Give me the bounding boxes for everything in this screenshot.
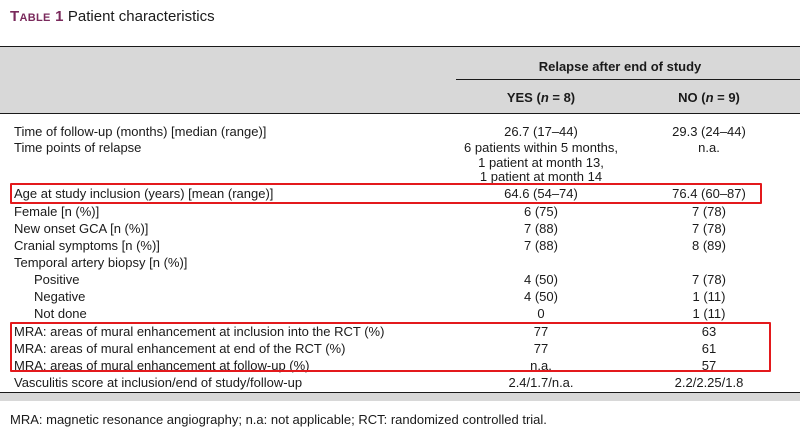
cell-no: 1 (11) (692, 289, 726, 304)
cell-yes-line: 1 patient at month 14 (479, 169, 603, 184)
row-label: Positive (34, 272, 80, 287)
table-number: Table 1 (10, 8, 64, 25)
cell-no: 7 (78) (692, 272, 726, 287)
row-label: Not done (34, 306, 87, 321)
cell-yes: 77 (533, 324, 549, 339)
row-label: Vasculitis score at inclusion/end of study/follow-up (14, 375, 303, 390)
cell-no: 7 (78) (692, 204, 726, 219)
header-bottom-rule (0, 113, 800, 114)
cell-yes: 2.4/1.7/n.a. (508, 375, 574, 390)
cell-no: 76.4 (60–87) (672, 186, 746, 201)
cell-yes: 77 (533, 341, 549, 356)
cell-yes: 4 (50) (524, 272, 558, 287)
row-label: MRA: areas of mural enhancement at end of the RCT (%) (14, 341, 346, 356)
header-col-yes: YES (n = 8) (506, 90, 576, 105)
cell-yes: 6 (75) (524, 204, 558, 219)
cell-yes: 0 (537, 306, 545, 321)
cell-yes: 7 (88) (524, 238, 558, 253)
row-label: Time of follow-up (months) [median (range)] (14, 124, 267, 139)
cell-yes-line: 1 patient at month 13, (478, 154, 604, 170)
cell-no: 1 (11) (692, 306, 726, 321)
cell-no: 7 (78) (692, 221, 726, 236)
cell-yes: 7 (88) (524, 221, 558, 236)
table-footer-band (0, 392, 800, 401)
cell-no: 63 (701, 324, 717, 339)
cell-no: 29.3 (24–44) (672, 124, 746, 139)
cell-no: 61 (701, 341, 717, 356)
cell-yes-line: 6 patients within 5 months, (464, 140, 618, 155)
cell-no: 2.2/2.25/1.8 (674, 375, 744, 390)
row-label: Temporal artery biopsy [n (%)] (14, 255, 188, 270)
cell-no: 57 (701, 358, 717, 373)
header-group-label: Relapse after end of study (538, 59, 702, 74)
row-label: Age at study inclusion (years) [mean (range)] (14, 186, 274, 201)
cell-yes: 64.6 (54–74) (504, 186, 578, 201)
row-label: Negative (34, 289, 86, 304)
row-label: New onset GCA [n (%)] (14, 221, 149, 236)
cell-yes: n.a. (530, 358, 552, 373)
row-label: Cranial symptoms [n (%)] (14, 238, 160, 253)
table-caption: Patient characteristics (67, 8, 215, 25)
table-footnote: MRA: magnetic resonance angiography; n.a: not applicable; RCT: randomized controlled trial. (10, 412, 547, 427)
row-label: Female [n (%)] (14, 204, 100, 219)
cell-no: n.a. (698, 140, 720, 155)
highlight-box-age (10, 183, 762, 204)
cell-yes: 4 (50) (524, 289, 558, 304)
header-col-no: NO (n = 9) (678, 90, 740, 105)
cell-yes: 26.7 (17–44) (504, 124, 578, 139)
row-label: MRA: areas of mural enhancement at follow-up (%) (14, 358, 310, 373)
table-top-rule (0, 46, 800, 47)
row-label: Time points of relapse (14, 140, 142, 155)
table-title (10, 8, 215, 25)
table-bottom-rule (0, 392, 800, 393)
highlight-box-mra (10, 322, 771, 372)
cell-no: 8 (89) (692, 238, 726, 253)
header-group-rule (456, 79, 800, 80)
row-label: MRA: areas of mural enhancement at inclusion into the RCT (%) (14, 324, 385, 339)
